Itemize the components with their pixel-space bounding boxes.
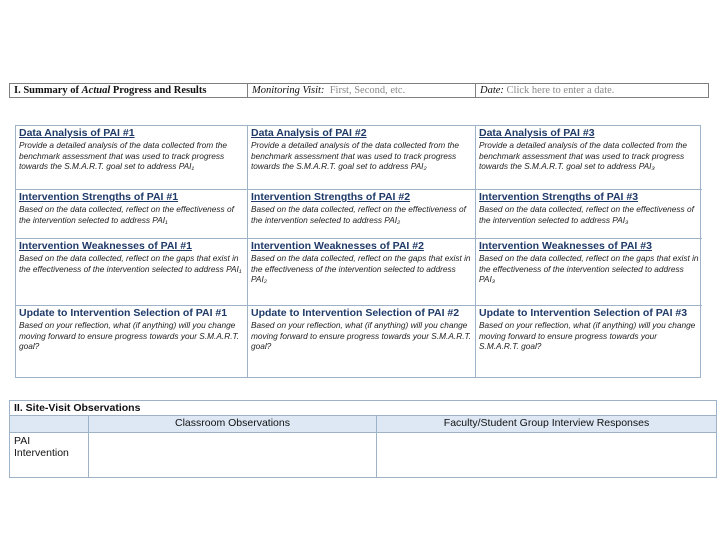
cell-heading: Intervention Strengths of PAI #1 [19,191,179,203]
cell-description: Based on your reflection, what (if anything) will you change moving forward to ensure progress towards your S.M.A.R.T. goal? [479,320,696,351]
cell-heading: Data Analysis of PAI #3 [479,127,595,139]
cell-description: Based on the data collected, reflect on the effectiveness of the intervention selected to address PAI₃ [479,204,694,225]
pai-analysis-table [15,125,701,378]
interview-responses-header: Faculty/Student Group Interview Responses [443,417,650,429]
cell-description: Based on the data collected, reflect on the gaps that exist in the effectiveness of the intervention selected to address PAI₁ [19,253,242,274]
update-intervention-pai-1-cell[interactable] [16,306,248,377]
data-analysis-pai-2-cell[interactable] [248,126,476,190]
summary-header-bar [9,83,709,98]
date-field[interactable] [476,84,710,97]
monitoring-visit-value[interactable]: First, Second, etc. [329,85,406,96]
cell-description: Provide a detailed analysis of the data collected from the benchmark assessment that was used to track progress towards the S.M.A.R.T. goal set to address PAI₂ [251,140,460,171]
data-analysis-pai-3-cell[interactable] [476,126,702,190]
site-visit-title: II. Site-Visit Observations [10,401,716,416]
classroom-observations-input[interactable] [89,433,377,477]
cell-heading: Update to Intervention Selection of PAI #1 [19,307,228,319]
cell-description: Based on the data collected, reflect on the effectiveness of the intervention selected to address PAI₂ [251,204,466,225]
cell-description: Based on the data collected, reflect on the effectiveness of the intervention selected to address PAI₁ [19,204,234,225]
cell-heading: Intervention Strengths of PAI #2 [251,191,411,203]
cell-description: Provide a detailed analysis of the data collected from the benchmark assessment that was used to track progress towards the S.M.A.R.T. goal set to address PAI₁ [19,140,228,171]
intervention-strengths-pai-1-cell[interactable] [16,190,248,239]
cell-heading: Intervention Strengths of PAI #3 [479,191,639,203]
pai-intervention-label: PAI Intervention [10,433,89,477]
cell-heading: Intervention Weaknesses of PAI #2 [251,240,424,252]
cell-description: Provide a detailed analysis of the data collected from the benchmark assessment that was used to track progress towards the S.M.A.R.T. goal set to address PAI₃ [479,140,688,171]
intervention-weaknesses-pai-2-cell[interactable] [248,239,476,306]
interview-responses-input[interactable] [377,433,716,477]
cell-heading: Update to Intervention Selection of PAI #2 [251,307,460,319]
update-intervention-pai-3-cell[interactable] [476,306,702,377]
cell-heading: Data Analysis of PAI #2 [251,127,367,139]
cell-heading: Intervention Weaknesses of PAI #3 [479,240,652,252]
classroom-observations-header: Classroom Observations [89,416,377,432]
summary-title: I. Summary of Actual Progress and Results [10,84,248,97]
update-intervention-pai-2-cell[interactable] [248,306,476,377]
intervention-weaknesses-pai-1-cell[interactable] [16,239,248,306]
summary-title-emphasis: Actual [81,85,111,96]
monitoring-visit-label: Monitoring Visit: [252,85,325,96]
cell-heading: Update to Intervention Selection of PAI #3 [479,307,688,319]
cell-heading: Intervention Weaknesses of PAI #1 [19,240,192,252]
intervention-weaknesses-pai-3-cell[interactable] [476,239,702,306]
blank-header-cell [10,416,89,432]
site-visit-table [9,400,717,478]
data-analysis-pai-1-cell[interactable] [16,126,248,190]
cell-description: Based on the data collected, reflect on the gaps that exist in the effectiveness of the intervention selected to address PAI₂ [251,253,471,284]
site-visit-body-row [10,433,716,477]
monitoring-visit-field[interactable] [248,84,476,97]
intervention-strengths-pai-2-cell[interactable] [248,190,476,239]
date-picker-value[interactable]: Click here to enter a date. [506,85,615,96]
cell-description: Based on your reflection, what (if anything) will you change moving forward to ensure progress towards your S.M.A.R.T. goal? [251,320,472,351]
intervention-strengths-pai-3-cell[interactable] [476,190,702,239]
cell-description: Based on your reflection, what (if anything) will you change moving forward to ensure progress towards your S.M.A.R.T. goal? [19,320,240,351]
cell-description: Based on the data collected, reflect on the gaps that exist in the effectiveness of the intervention selected to address PAI₃ [479,253,699,284]
site-visit-header-row [10,416,716,433]
date-label: Date: [480,85,504,96]
cell-heading: Data Analysis of PAI #1 [19,127,135,139]
